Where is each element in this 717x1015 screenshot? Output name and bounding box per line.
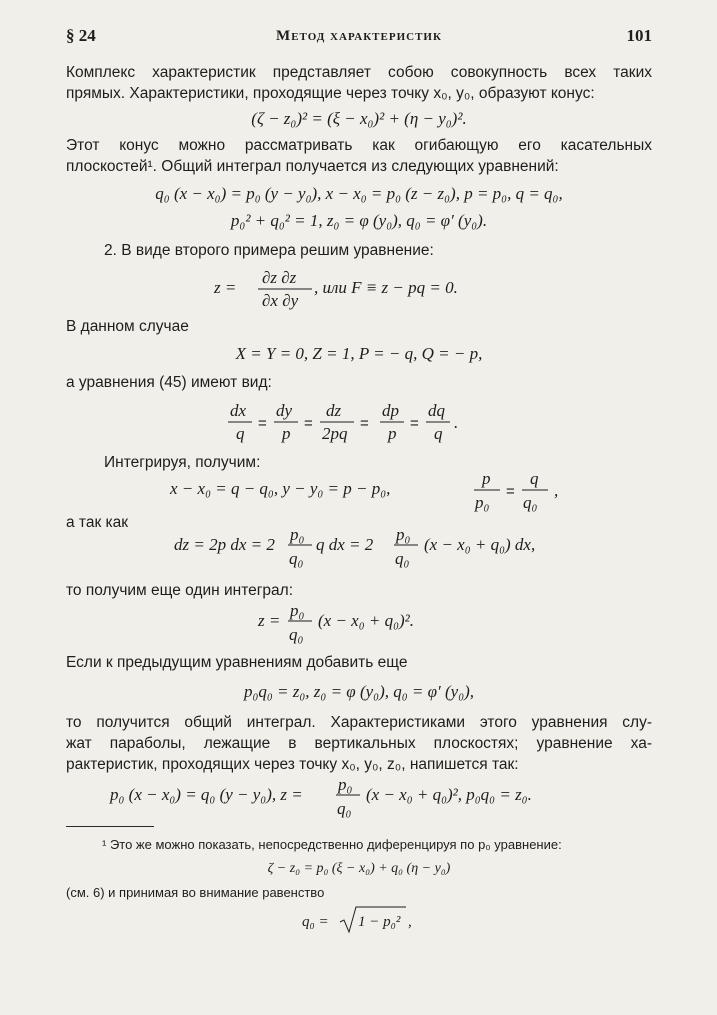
eq-frac-den: q bbox=[434, 424, 443, 443]
footnote-equation: ζ − z₀ = p₀ (ξ − x₀) + q₀ (η − y₀) bbox=[267, 861, 451, 876]
equals-sign: = bbox=[360, 415, 369, 432]
paragraph-line: Этот конус можно рассматривать как огибающую его касательных bbox=[66, 137, 652, 154]
paragraph-heading: 2. В виде второго примера решим уравнение: bbox=[104, 242, 434, 259]
section-number: § 24 bbox=[66, 26, 96, 45]
eq-end: , bbox=[554, 481, 559, 500]
eq-integrals-text: x − x₀ = q − q₀, y − y₀ = p − p₀, bbox=[170, 479, 391, 498]
eq-dz-part-b: q dx = 2 bbox=[316, 535, 374, 554]
eq-frac-num: p₀ bbox=[290, 601, 305, 620]
eq-dz-part-a: dz = 2p dx = 2 bbox=[174, 535, 275, 554]
eq-frac-den: q₀ bbox=[523, 493, 538, 512]
eq-frac-num: dp bbox=[382, 401, 399, 420]
equals-sign: = bbox=[258, 415, 267, 432]
paragraph-line: Если к предыдущим уравнениям добавить еще bbox=[66, 654, 408, 671]
eq-end: . bbox=[454, 413, 459, 432]
paragraph-line: то получится общий интеграл. Характеристиками этого уравнения слу- bbox=[66, 714, 652, 731]
footnote-line: ¹ Это же можно показать, непосредственно диференцируя по p₀ уравнение: bbox=[102, 837, 562, 852]
eq-z-rhs: (x − x₀ + q₀)². bbox=[318, 611, 415, 630]
eq-fraction-numerator: ∂z ∂z bbox=[262, 268, 297, 287]
eq-fraction-denominator: ∂x ∂y bbox=[262, 291, 299, 310]
running-header bbox=[66, 26, 652, 48]
paragraph-line: а так как bbox=[66, 514, 129, 531]
equals-sign: = bbox=[506, 483, 515, 500]
eq-frac-num: p₀ bbox=[338, 775, 353, 794]
page-number: 101 bbox=[626, 26, 652, 45]
paragraph-line: прямых. Характеристики, проходящие через точку x₀, y₀, образуют конус: bbox=[66, 85, 595, 102]
paragraph-line: Интегрируя, получим: bbox=[104, 454, 261, 471]
eq-frac-den: q bbox=[236, 424, 245, 443]
eq-frac-den: p bbox=[282, 424, 291, 443]
eq-final-part-b: (x − x₀ + q₀)², p₀q₀ = z₀. bbox=[366, 785, 532, 804]
equation-second-example bbox=[214, 262, 514, 312]
eq-frac-num: dx bbox=[230, 401, 247, 420]
equation-dz bbox=[174, 525, 574, 574]
paragraph-line: плоскостей¹. Общий интеграл получается из следующих уравнений: bbox=[66, 158, 559, 175]
eq-frac-num: dy bbox=[276, 401, 293, 420]
eq-frac-num: p₀ bbox=[396, 525, 411, 544]
chapter-title: Метод характеристик bbox=[276, 28, 442, 44]
paragraph-line: жат параболы, лежащие в вертикальных плоскостях; уравнение ха- bbox=[66, 735, 652, 752]
eq-frac-den: q₀ bbox=[395, 549, 410, 568]
equation-characteristic-system bbox=[228, 398, 488, 446]
eq-frac-num: p bbox=[482, 469, 491, 488]
eq-radical-lhs: q₀ = bbox=[302, 914, 329, 930]
eq-frac-den: q₀ bbox=[289, 625, 304, 644]
equation-additional: p₀q₀ = z₀, z₀ = φ (y₀), q₀ = φ′ (y₀), bbox=[243, 682, 475, 701]
eq-final-part-a: p₀ (x − x₀) = q₀ (y − y₀), z = bbox=[110, 785, 303, 804]
eq-lhs: z = bbox=[214, 278, 237, 297]
eq-frac-den: p₀ bbox=[475, 493, 490, 512]
footnote-radical-equation bbox=[302, 902, 422, 936]
eq-z-lhs: z = bbox=[258, 611, 281, 630]
paragraph-line: В данном случае bbox=[66, 318, 189, 335]
equation-z bbox=[258, 602, 478, 648]
equation-general-2: p₀² + q₀² = 1, z₀ = φ (y₀), q₀ = φ′ (y₀). bbox=[230, 211, 488, 230]
eq-frac-den: p bbox=[388, 424, 397, 443]
equation-characteristics bbox=[110, 776, 630, 822]
paragraph-line: рактеристик, проходящих через точку x₀, y₀, z₀, напишется так: bbox=[66, 756, 519, 773]
footnote-line: (см. 6) и принимая во внимание равенство bbox=[66, 885, 325, 900]
paragraph-line: а уравнения (45) имеют вид: bbox=[66, 374, 272, 391]
footnote-rule bbox=[66, 826, 154, 827]
eq-end: , bbox=[408, 914, 412, 930]
paragraph-line: то получим еще один интеграл: bbox=[66, 582, 293, 599]
equation-integrals bbox=[170, 470, 590, 516]
equals-sign: = bbox=[304, 415, 313, 432]
equation-general-1: q₀ (x − x₀) = p₀ (y − y₀), x − x₀ = p₀ (z − z₀), p = p₀, q = q₀, bbox=[155, 184, 563, 203]
eq-frac-den: 2pq bbox=[322, 424, 348, 443]
eq-frac-num: dz bbox=[326, 401, 342, 420]
eq-dz-part-c: (x − x₀ + q₀) dx, bbox=[424, 535, 536, 554]
eq-frac-den: q₀ bbox=[337, 799, 352, 818]
equation-case: X = Y = 0, Z = 1, P = − q, Q = − p, bbox=[235, 344, 483, 363]
equals-sign: = bbox=[410, 415, 419, 432]
eq-radicand: 1 − p₀² bbox=[358, 914, 401, 930]
eq-frac-num: q bbox=[530, 469, 539, 488]
eq-frac-num: dq bbox=[428, 401, 445, 420]
eq-frac-num: p₀ bbox=[290, 525, 305, 544]
paragraph-line: Комплекс характеристик представляет собою совокупность всех таких bbox=[66, 64, 652, 81]
eq-tail: , или F ≡ z − pq = 0. bbox=[314, 278, 458, 297]
eq-frac-den: q₀ bbox=[289, 549, 304, 568]
equation-cone: (ζ − z₀)² = (ξ − x₀)² + (η − y₀)². bbox=[251, 109, 467, 128]
